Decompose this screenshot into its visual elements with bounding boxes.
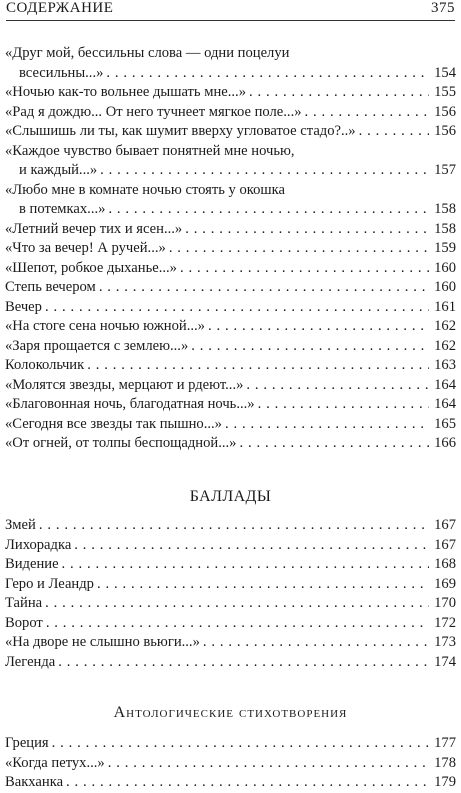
toc-entry-title: в потемках...»: [19, 201, 106, 217]
header-rule: [6, 20, 455, 21]
section-title-anthology: Антологические стихотворения: [113, 704, 348, 721]
toc-entry: [5, 278, 456, 298]
toc-entry-page: 158: [434, 220, 456, 237]
toc-entry-page: 157: [434, 162, 456, 178]
toc-entry-line: [5, 122, 456, 142]
running-head-title: СОДЕРЖАНИЕ: [6, 0, 114, 16]
toc-entry-title: «Рад я дождю... От него тучнеет мягкое поле...»: [5, 103, 302, 120]
dot-leader: [180, 259, 429, 279]
toc-entry-line: [5, 536, 456, 556]
toc-entry: [5, 44, 456, 83]
toc-entry-title: Греция: [5, 735, 49, 751]
toc-entry-line: [5, 653, 456, 673]
toc-entry-continuation: [5, 200, 456, 220]
toc-entry-line: [5, 220, 456, 240]
toc-entry-line: [5, 103, 456, 123]
toc-entry-line: [5, 516, 456, 536]
toc-entry-title: Вечер: [5, 298, 42, 315]
toc-entry-line: [5, 734, 456, 754]
dot-leader: [203, 633, 429, 653]
toc-entry-continuation: [5, 161, 456, 181]
toc-entry-title: «Что за вечер! А ручей...»: [5, 240, 166, 256]
toc-entry-title: Тайна: [5, 595, 43, 611]
dot-leader: [87, 356, 429, 376]
toc-entry-title: «Слышишь ли ты, как шумит вверху угловатое стадо?..»: [5, 123, 356, 139]
dot-leader: [108, 754, 429, 774]
toc-entry: [5, 83, 456, 103]
toc-entry-page: 165: [434, 415, 456, 432]
toc-entry-title: «Ночью как-то вольнее дышать мне...»: [5, 84, 246, 100]
dot-leader: [46, 614, 429, 634]
toc-entry-title: Видение: [5, 556, 59, 572]
toc-entry-title: «На дворе не слышно вьюги...»: [5, 634, 200, 650]
dot-leader: [246, 376, 429, 396]
toc-entry: [5, 633, 456, 653]
toc-entry: [5, 754, 456, 774]
toc-entry: [5, 376, 456, 396]
toc-entry-page: 164: [434, 396, 456, 412]
toc-entry-title: Змей: [5, 517, 36, 533]
dot-leader: [258, 395, 429, 415]
toc-entry-title: «Благовонная ночь, благодатная ночь...»: [5, 396, 255, 412]
toc-entry-continuation: [5, 64, 456, 84]
dot-leader: [169, 239, 429, 259]
toc-section-ballads: [5, 516, 456, 672]
toc-entry: [5, 337, 456, 357]
toc-entry: [5, 317, 456, 337]
toc-entry-page: 155: [434, 84, 456, 100]
toc-entry-title: «Когда петух...»: [5, 754, 105, 771]
toc-entry-title: Колокольчик: [5, 357, 85, 373]
toc-entry-line: [5, 44, 456, 64]
toc-entry: [5, 555, 456, 575]
toc-entry-line: [5, 376, 456, 396]
toc-entry-line: [5, 594, 456, 614]
dot-leader: [249, 83, 429, 103]
toc-entry-line: [5, 278, 456, 298]
toc-entry: [5, 103, 456, 123]
dot-leader: [45, 298, 429, 318]
toc-entry-page: 178: [434, 754, 456, 771]
toc-entry-title: Легенда: [5, 653, 56, 670]
dot-leader: [66, 773, 429, 793]
toc-entry: [5, 536, 456, 556]
toc-entry: [5, 122, 456, 142]
toc-entry: [5, 415, 456, 435]
toc-entry-line: [5, 142, 456, 162]
toc-entry-line: [5, 415, 456, 435]
dot-leader: [45, 594, 429, 614]
toc-entry-page: 163: [434, 357, 456, 373]
toc-entry-page: 158: [434, 201, 456, 217]
dot-leader: [185, 220, 429, 240]
toc-entry: [5, 653, 456, 673]
toc-entry-line: [5, 239, 456, 259]
running-head: [6, 0, 455, 22]
toc-entry-line: [5, 434, 456, 454]
toc-entry: [5, 298, 456, 318]
toc-entry-title: Геро и Леандр: [5, 575, 94, 592]
dot-leader: [106, 64, 429, 84]
dot-leader: [52, 734, 429, 754]
toc-entry-line: [5, 633, 456, 653]
toc-entry-title: «От огней, от толпы беспощадной...»: [5, 435, 237, 451]
toc-entry-line: [5, 754, 456, 774]
dot-leader: [58, 653, 429, 673]
toc-entry-page: 167: [434, 517, 456, 533]
toc-entry: [5, 142, 456, 181]
dot-leader: [97, 575, 429, 595]
toc-entry-title: «Любо мне в комнате ночью стоять у окошка: [5, 181, 286, 198]
toc-entry-page: 159: [434, 240, 456, 256]
toc-entry-title: «На стоге сена ночью южной...»: [5, 318, 205, 334]
toc-entry-page: 164: [434, 376, 456, 393]
toc-entry-title: «Каждое чувство бывает понятней мне ночью,: [5, 142, 295, 159]
toc-section-anthology: [5, 734, 456, 793]
toc-entry-line: [5, 317, 456, 337]
dot-leader: [208, 317, 429, 337]
toc-entry-page: 156: [434, 123, 456, 139]
toc-entry: [5, 734, 456, 754]
toc-entry-title: «Заря прощается с землею...»: [5, 337, 189, 354]
toc-entry-line: [5, 575, 456, 595]
toc-entry-page: 154: [434, 64, 456, 81]
toc-entry: [5, 614, 456, 634]
dot-leader: [39, 516, 429, 536]
toc-entry: [5, 356, 456, 376]
toc-entry-page: 162: [434, 318, 456, 334]
toc-entry-page: 161: [434, 298, 456, 315]
toc-entry-page: 168: [434, 556, 456, 572]
toc-entry-page: 174: [434, 653, 456, 670]
dot-leader: [225, 415, 429, 435]
toc-entry: [5, 181, 456, 220]
dot-leader: [108, 200, 429, 220]
toc-section-lyrics: [5, 44, 456, 454]
toc-entry-title: Степь вечером: [5, 279, 96, 295]
dot-leader: [191, 337, 429, 357]
toc-entry-page: 162: [434, 337, 456, 354]
toc-entry-line: [5, 773, 456, 793]
toc-entry-page: 170: [434, 595, 456, 611]
toc-entry-title: «Летний вечер тих и ясен...»: [5, 220, 183, 237]
dot-leader: [100, 161, 429, 181]
toc-entry-title: Ворот: [5, 614, 43, 631]
toc-entry-page: 160: [434, 259, 456, 276]
running-head-page-number: 375: [431, 0, 455, 16]
toc-entry: [5, 395, 456, 415]
dot-leader: [99, 278, 429, 298]
toc-entry-line: [5, 83, 456, 103]
toc-entry: [5, 594, 456, 614]
toc-entry-page: 156: [434, 103, 456, 120]
toc-entry: [5, 220, 456, 240]
toc-entry-line: [5, 356, 456, 376]
dot-leader: [239, 434, 429, 454]
toc-entry-title: «Шепот, робкое дыханье...»: [5, 259, 177, 276]
toc-entry-page: 160: [434, 279, 456, 295]
toc-entry-page: 166: [434, 435, 456, 451]
toc-entry-title: Вакханка: [5, 774, 64, 790]
toc-entry-page: 172: [434, 614, 456, 631]
toc-entry-title: «Друг мой, бессильны слова — одни поцелуи: [5, 45, 290, 61]
toc-entry: [5, 434, 456, 454]
toc-entry: [5, 259, 456, 279]
toc-entry-page: 179: [434, 774, 456, 790]
toc-entry-line: [5, 259, 456, 279]
dot-leader: [74, 536, 429, 556]
toc-entry-line: [5, 614, 456, 634]
toc-entry-page: 177: [434, 735, 456, 751]
toc-entry: [5, 239, 456, 259]
toc-entry-line: [5, 395, 456, 415]
toc-entry-line: [5, 337, 456, 357]
toc-entry-title: «Сегодня все звезды так пышно...»: [5, 415, 222, 432]
toc-entry-title: Лихорадка: [5, 536, 72, 553]
toc-entry-line: [5, 181, 456, 201]
toc-entry-title: «Молятся звезды, мерцают и рдеют...»: [5, 376, 244, 393]
toc-entry-title: всесильны...»: [19, 64, 104, 81]
toc-entry-line: [5, 555, 456, 575]
section-title-ballads: БАЛЛАДЫ: [189, 488, 272, 505]
toc-entry-title: и каждый...»: [19, 162, 98, 178]
toc-entry-page: 173: [434, 634, 456, 650]
dot-leader: [62, 555, 429, 575]
toc-entry: [5, 575, 456, 595]
toc-entry-line: [5, 298, 456, 318]
dot-leader: [359, 122, 429, 142]
toc-entry: [5, 516, 456, 536]
dot-leader: [305, 103, 429, 123]
toc-entry-page: 167: [434, 536, 456, 553]
toc-entry: [5, 773, 456, 793]
toc-entry-page: 169: [434, 575, 456, 592]
